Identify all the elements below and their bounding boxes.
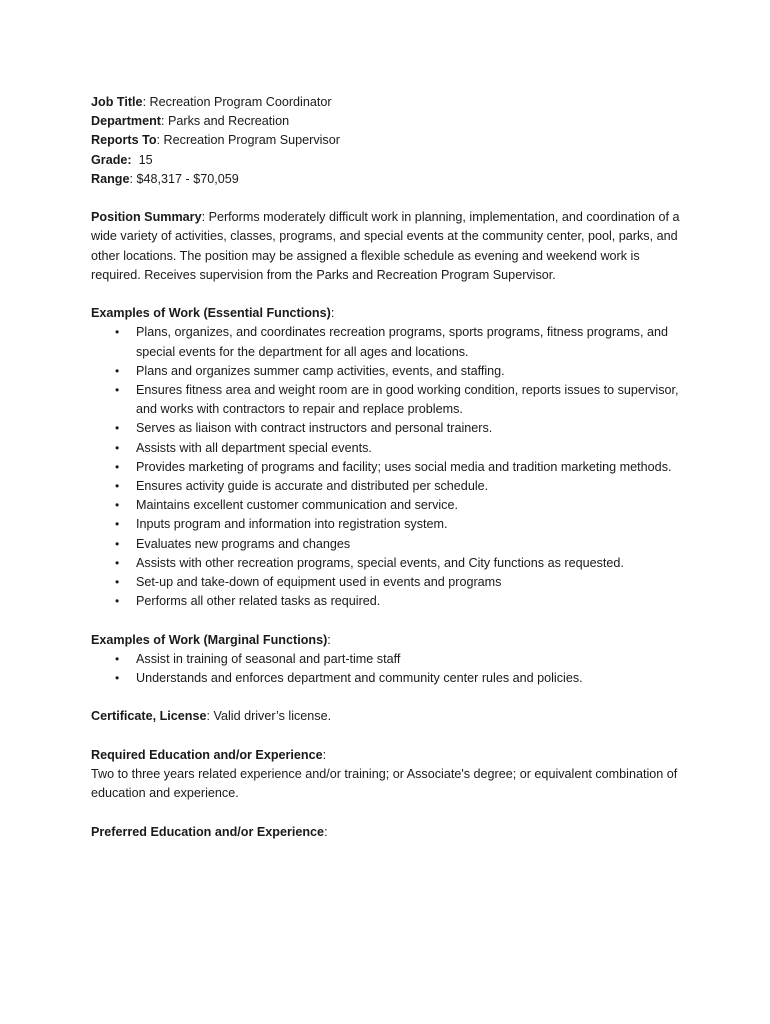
list-item <box>91 381 691 419</box>
required-education-colon: : <box>322 747 327 762</box>
list-item <box>91 554 691 573</box>
list-item-text: Set-up and take-down of equipment used in events and programs <box>136 575 502 590</box>
list-item-text: Maintains excellent customer communication and service. <box>136 498 458 513</box>
list-item <box>91 477 691 496</box>
list-item-text: Inputs program and information into registration system. <box>136 517 448 532</box>
list-item <box>91 515 691 534</box>
bullet-icon: • <box>115 383 120 398</box>
bullet-icon: • <box>115 651 120 666</box>
list-item <box>91 573 691 592</box>
range-value: : $48,317 - $70,059 <box>129 171 239 186</box>
essential-functions-colon: : <box>330 306 335 321</box>
marginal-functions-heading <box>91 631 691 650</box>
reports-to-value: : Recreation Program Supervisor <box>156 133 340 148</box>
bullet-icon: • <box>115 325 120 340</box>
range-label: Range <box>91 171 130 186</box>
grade-label: Grade: <box>91 152 132 167</box>
essential-functions-label: Examples of Work (Essential Functions) <box>91 306 331 321</box>
required-education-label: Required Education and/or Experience <box>91 747 323 762</box>
marginal-functions-list <box>91 650 691 688</box>
list-item <box>91 496 691 515</box>
list-item-text: Assist in training of seasonal and part-time staff <box>136 651 401 666</box>
list-item-text: Plans and organizes summer camp activities, events, and staffing. <box>136 363 505 378</box>
required-education-heading <box>91 746 691 765</box>
position-summary-text: : Performs moderately difficult work in planning, implementation, and coordination of a wide variety of activities, classes, programs, and special events at the community center, pool, parks, and other locations. The position may be assigned a flexible schedule as evening and weekend work is required. Receives supervision from the Parks and Recreation Program Supervisor. <box>91 210 680 282</box>
bullet-icon: • <box>115 594 120 609</box>
list-item-text: Evaluates new programs and changes <box>136 536 351 551</box>
job-title-label: Job Title <box>91 95 143 109</box>
department-line <box>91 112 691 131</box>
list-item-text: Performs all other related tasks as required. <box>136 594 381 609</box>
bullet-icon: • <box>115 363 120 378</box>
list-item <box>91 362 691 381</box>
list-item-text: Plans, organizes, and coordinates recreation programs, sports programs, fitness programs, and special events for the department for all ages and locations. <box>136 325 668 359</box>
preferred-education-heading <box>91 823 691 842</box>
bullet-icon: • <box>115 440 120 455</box>
preferred-education-colon: : <box>324 824 328 839</box>
list-item <box>91 323 691 361</box>
certificate-value: : Valid driver’s license. <box>206 709 332 724</box>
marginal-functions-colon: : <box>327 632 331 647</box>
list-item-text: Serves as liaison with contract instructors and personal trainers. <box>136 421 493 436</box>
reports-to-line <box>91 131 691 150</box>
department-label: Department <box>91 114 161 129</box>
bullet-icon: • <box>115 536 120 551</box>
required-education-text: Two to three years related experience and/or training; or Associate's degree; or equivalent combination of education and experience. <box>91 767 678 801</box>
bullet-icon: • <box>115 421 120 436</box>
list-item-text: Ensures activity guide is accurate and distributed per schedule. <box>136 479 489 494</box>
grade-value: 15 <box>131 152 153 167</box>
bullet-icon: • <box>115 671 120 686</box>
list-item-text: Understands and enforces department and community center rules and policies. <box>136 671 583 686</box>
list-item <box>91 458 691 477</box>
bullet-icon: • <box>115 555 120 570</box>
position-summary <box>91 208 691 285</box>
bullet-icon: • <box>115 459 120 474</box>
grade-line <box>91 151 691 170</box>
essential-functions-list <box>91 323 691 611</box>
list-item-text: Ensures fitness area and weight room are in good working condition, reports issues to supervisor, and works with contractors to repair and replace problems. <box>136 383 679 417</box>
list-item <box>91 650 691 669</box>
list-item <box>91 419 691 438</box>
position-summary-label: Position Summary <box>91 210 202 225</box>
certificate-line <box>91 707 691 726</box>
job-title-line <box>91 93 691 112</box>
list-item-text: Assists with other recreation programs, special events, and City functions as requested. <box>136 555 624 570</box>
list-item-text: Provides marketing of programs and facility; uses social media and tradition marketing methods. <box>136 459 672 474</box>
bullet-icon: • <box>115 498 120 513</box>
list-item <box>91 669 691 688</box>
essential-functions-heading <box>91 304 691 323</box>
job-title-value: : Recreation Program Coordinator <box>142 95 332 109</box>
bullet-icon: • <box>115 575 120 590</box>
preferred-education-label: Preferred Education and/or Experience <box>91 824 325 839</box>
bullet-icon: • <box>115 479 120 494</box>
list-item <box>91 535 691 554</box>
range-line <box>91 170 691 189</box>
job-description-document <box>91 93 691 842</box>
list-item-text: Assists with all department special events. <box>136 440 372 455</box>
list-item <box>91 592 691 611</box>
department-value: : Parks and Recreation <box>160 114 290 129</box>
reports-to-label: Reports To <box>91 133 157 148</box>
list-item <box>91 439 691 458</box>
bullet-icon: • <box>115 517 120 532</box>
marginal-functions-label: Examples of Work (Marginal Functions) <box>91 632 328 647</box>
certificate-label: Certificate, License <box>91 709 207 724</box>
